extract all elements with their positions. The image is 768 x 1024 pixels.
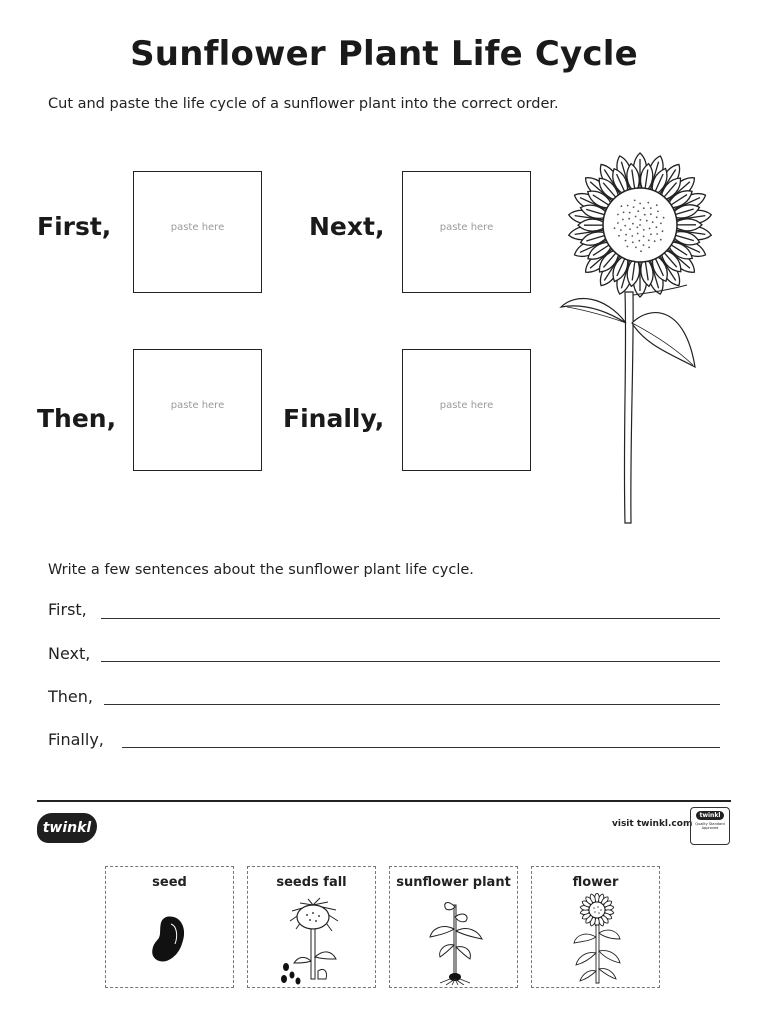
sunflower-seed-dot xyxy=(623,211,625,213)
writing-line-first[interactable] xyxy=(101,618,720,619)
card-label: flower xyxy=(572,875,619,890)
sunflower-seed-dot xyxy=(629,228,631,230)
sunflower-seed-dot xyxy=(635,247,637,249)
sunflower-seed-dot xyxy=(617,222,619,224)
paste-placeholder: paste here xyxy=(170,222,225,233)
sunflower-seed-dot xyxy=(656,226,658,228)
card-label: seed xyxy=(152,875,187,890)
sunflower-seed-dot xyxy=(637,210,639,212)
wilted-sunflower-icon xyxy=(278,897,348,985)
seed-icon xyxy=(146,912,196,967)
sunflower-seed-dot xyxy=(628,218,630,220)
page-title: Sunflower Plant Life Cycle xyxy=(130,34,638,74)
sunflower-seed-dot xyxy=(647,202,649,204)
line-label-first: First, xyxy=(48,600,87,619)
cutout-card-sunflower-plant[interactable] xyxy=(389,866,518,988)
sunflower-seed-dot xyxy=(657,211,659,213)
visit-link[interactable]: visit twinkl.com xyxy=(612,819,693,829)
sunflower-seed-dot xyxy=(632,223,634,225)
sunflower-seed-dot xyxy=(643,207,645,209)
badge-title: twinkl xyxy=(696,811,725,820)
sunflower-seed-dot xyxy=(648,247,650,249)
card-label: sunflower plant xyxy=(396,875,511,890)
paste-box-next[interactable] xyxy=(402,171,531,293)
sunflower-seed-dot xyxy=(625,240,627,242)
sunflower-seed-dot xyxy=(656,204,658,206)
sunflower-seed-dot xyxy=(656,233,658,235)
sunflower-seed-dot xyxy=(637,233,639,235)
sunflower-seed-dot xyxy=(643,229,645,231)
sunflower-seed-dot xyxy=(627,205,629,207)
step-label-next: Next, xyxy=(309,212,385,241)
sunflower-seed-dot xyxy=(638,240,640,242)
sunflower-seed-dot xyxy=(621,205,623,207)
step-label-first: First, xyxy=(37,212,112,241)
step-label-then: Then, xyxy=(37,404,117,433)
cutout-card-seed[interactable] xyxy=(105,866,234,988)
sunflower-seed-dot xyxy=(649,228,651,230)
sunflower-seed-dot xyxy=(622,219,624,221)
sunflower-seed-dot xyxy=(644,214,646,216)
line-label-next: Next, xyxy=(48,644,91,663)
sunflower-seed-dot xyxy=(636,227,638,229)
sunflower-seed-dot xyxy=(618,235,620,237)
sunflower-seed-dot xyxy=(639,224,641,226)
sunflower-seed-dot xyxy=(643,236,645,238)
paste-box-finally[interactable] xyxy=(402,349,531,471)
sunflower-seed-dot xyxy=(624,225,626,227)
cutout-card-seeds-fall[interactable] xyxy=(247,866,376,988)
step-label-finally: Finally, xyxy=(283,404,385,433)
sunflower-seed-dot xyxy=(633,206,635,208)
sunflower-seed-dot xyxy=(646,220,648,222)
sunflower-seed-dot xyxy=(634,200,636,202)
writing-intro: Write a few sentences about the sunflower plant life cycle. xyxy=(48,562,474,578)
sunflower-seed-dot xyxy=(635,216,637,218)
quality-badge xyxy=(690,807,730,845)
paste-placeholder: paste here xyxy=(170,400,225,411)
sunflower-seed-dot xyxy=(620,229,622,231)
sunflower-seed-dot xyxy=(629,212,631,214)
paste-placeholder: paste here xyxy=(439,222,494,233)
sunflower-seed-dot xyxy=(639,203,641,205)
sunflower-seed-dot xyxy=(662,230,664,232)
sunflower-seed-dot xyxy=(617,214,619,216)
sunflower-seed-dot xyxy=(660,222,662,224)
badge-caption: Quality Standard Approved xyxy=(695,822,725,830)
line-label-finally: Finally, xyxy=(48,730,104,749)
cutout-card-flower[interactable] xyxy=(531,866,660,988)
paste-box-then[interactable] xyxy=(133,349,262,471)
sunflower-seed-dot xyxy=(652,221,654,223)
sunflower-seed-dot xyxy=(614,227,616,229)
sunflower-seed-dot xyxy=(631,235,633,237)
sunflower-seed-dot xyxy=(654,240,656,242)
sunflower-seed-dot xyxy=(650,213,652,215)
sunflower-seed-dot xyxy=(650,233,652,235)
paste-placeholder: paste here xyxy=(439,400,494,411)
sunflower-seed-dot xyxy=(640,219,642,221)
seedling-icon xyxy=(424,897,486,985)
card-label: seeds fall xyxy=(276,875,347,890)
sunflower-illustration xyxy=(555,145,725,530)
writing-line-finally[interactable] xyxy=(122,747,720,748)
instruction-text: Cut and paste the life cycle of a sunflower plant into the correct order. xyxy=(48,96,559,112)
writing-line-next[interactable] xyxy=(101,661,720,662)
twinkl-logo[interactable]: twinkl xyxy=(37,813,97,843)
sunflower-seed-dot xyxy=(660,239,662,241)
sunflower-seed-dot xyxy=(625,234,627,236)
footer-divider xyxy=(37,800,731,802)
sunflower-seed-dot xyxy=(643,244,645,246)
paste-box-first[interactable] xyxy=(133,171,262,293)
writing-line-then[interactable] xyxy=(104,704,720,705)
sunflower-seed-dot xyxy=(650,207,652,209)
sunflower-seed-dot xyxy=(627,246,629,248)
sunflower-seed-dot xyxy=(648,239,650,241)
sunflower-seed-dot xyxy=(632,241,634,243)
sunflower-seed-dot xyxy=(656,216,658,218)
flower-icon xyxy=(566,893,628,985)
line-label-then: Then, xyxy=(48,687,93,706)
sunflower-seed-dot xyxy=(640,250,642,252)
sunflower-seed-dot xyxy=(663,217,665,219)
